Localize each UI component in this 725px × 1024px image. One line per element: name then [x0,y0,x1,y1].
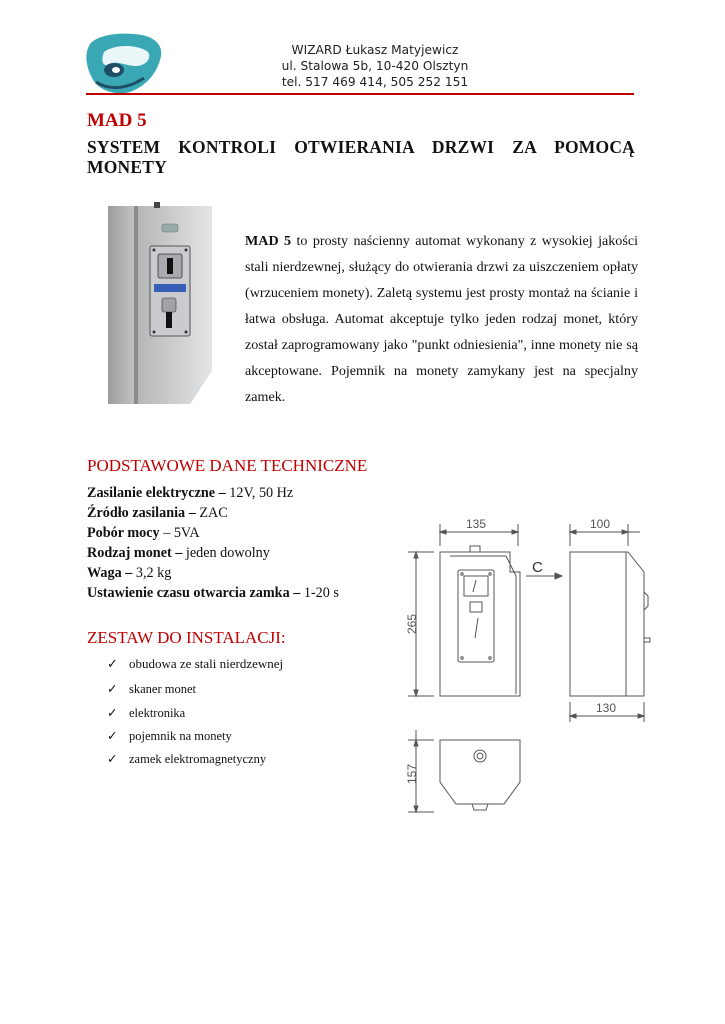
header-divider [86,93,634,95]
front-view [440,546,520,696]
spec-row: Pobór mocy – 5VA [87,525,200,541]
dim-side-bottom: 130 [596,701,617,715]
dim-depth: 157 [405,763,419,784]
kit-list-item: ✓ zamek elektromagnetyczny [107,752,267,766]
dim-height: 265 [405,613,419,634]
spec-row: Źródło zasilania – ZAC [87,505,228,521]
kit-list-item: ✓ pojemnik na monety [107,729,232,743]
company-phone: tel. 517 469 414, 505 252 151 [281,75,469,89]
spec-row: Ustawienie czasu otwarcia zamka – 1-20 s [87,585,339,601]
product-name-lead: MAD 5 [245,233,292,249]
bottom-view [440,740,520,810]
section-label: C [532,559,543,576]
checkmark-icon: ✓ [107,706,118,720]
product-description-text: to prosty naścienny automat wykonany z wysokiej jakości stali nierdzewnej, służący do otwierania drzwi za uiszczeniem opłaty (wrzuceniem monety). Zaletą systemu jest prosty montaż na ścianie i łatwa obsługa. Automat akceptuje tylko jeden rodzaj monet, który został zaprogramowany jako "punkt odniesienia", inne monety nie są akceptowane. Pojemnik na monety zamykany jest na specjalny zamek. [245,233,639,405]
company-address: ul. Stalowa 5b, 10-420 Olsztyn [281,59,469,73]
company-name: WIZARD Łukasz Matyjewicz [291,43,459,57]
kit-heading: ZESTAW DO INSTALACJI: [87,628,286,647]
document-title: MAD 5 [87,110,147,131]
tech-data-heading: PODSTAWOWE DANE TECHNICZNE [87,456,368,475]
product-photo [104,200,222,408]
dim-side-top: 100 [590,517,611,531]
product-description [245,228,638,410]
kit-list-item: ✓ obudowa ze stali nierdzewnej [107,656,284,671]
kit-list-item: ✓ elektronika [107,706,186,720]
checkmark-icon: ✓ [107,752,118,766]
side-view [570,552,650,696]
kit-list-item: ✓ skaner monet [107,682,196,696]
spec-row: Rodzaj monet – jeden dowolny [87,545,270,561]
document-subtitle: SYSTEM KONTROLI OTWIERANIA DRZWI ZA POMOCĄ MONETY [87,137,635,177]
spec-row: Waga – 3,2 kg [87,565,172,581]
checkmark-icon: ✓ [107,656,118,671]
company-logo [86,30,166,96]
technical-drawing [400,512,680,832]
dim-front-width: 135 [466,517,487,531]
checkmark-icon: ✓ [107,682,118,696]
spec-row: Zasilanie elektryczne – 12V, 50 Hz [87,485,294,501]
checkmark-icon: ✓ [107,729,118,743]
